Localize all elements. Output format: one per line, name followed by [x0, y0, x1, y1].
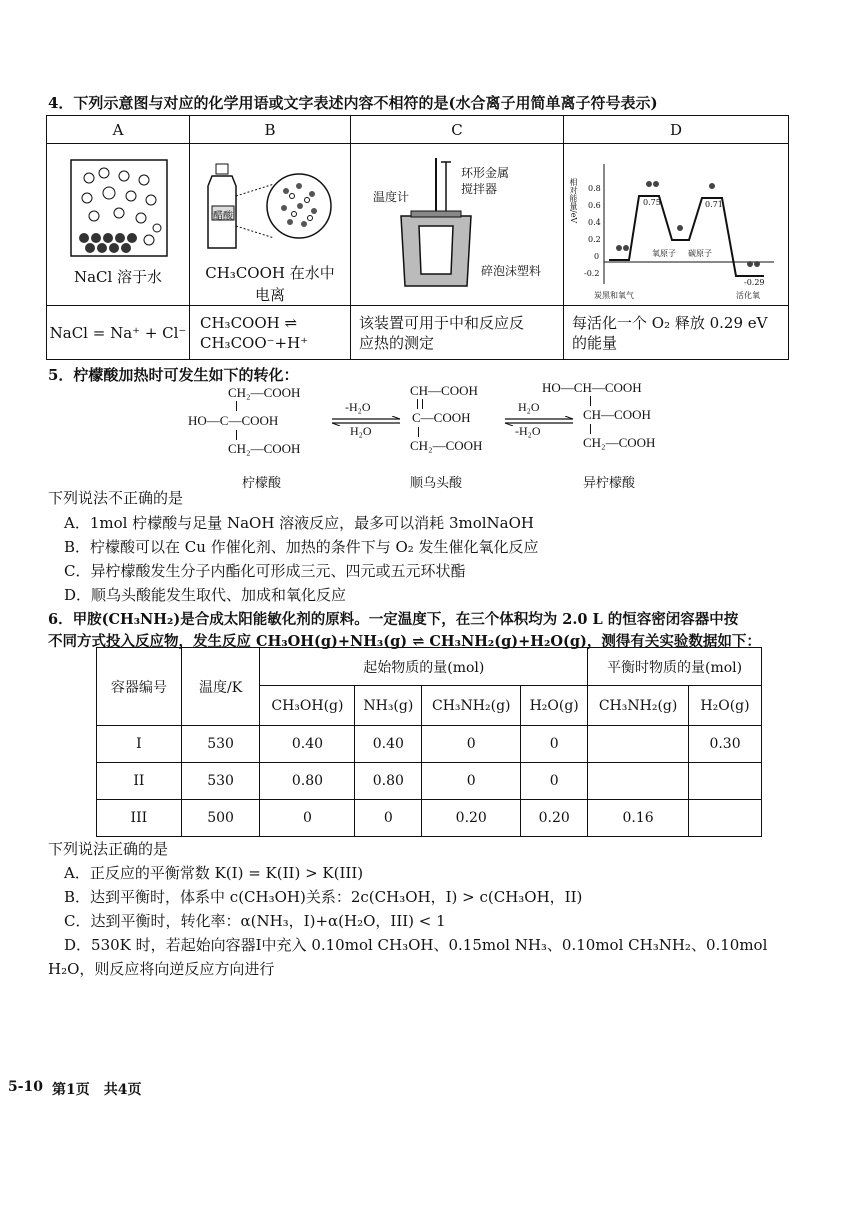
- cell-nh3: 0: [355, 800, 422, 837]
- th-initial-amount: 起始物质的量(mol): [260, 648, 588, 686]
- d-ytick-0: 0.8: [588, 184, 601, 193]
- d-legend-oxygen: 氧原子: [652, 249, 676, 258]
- cell-temp: 500: [181, 800, 260, 837]
- d-xlabel-right: 活化氧: [736, 291, 760, 300]
- cell-temp: 530: [181, 726, 260, 763]
- d-xlabel-left: 炭黑和氧气: [594, 291, 634, 300]
- cell-eq-ch3nh2: [588, 726, 689, 763]
- q4-figure-d: [564, 144, 789, 306]
- cell-h2o: 0: [521, 763, 588, 800]
- q4-text-b-1: CH₃COOH ⇌: [200, 313, 298, 332]
- cell-container: III: [97, 800, 182, 837]
- q4-text-c: [351, 306, 564, 360]
- d-ytick-4: 0: [594, 252, 600, 261]
- d-ytick-1: 0.6: [588, 201, 601, 210]
- q6-data-table: [96, 647, 762, 837]
- q4-header-b: B: [190, 116, 351, 144]
- d-value-peak-2: 0.71: [705, 200, 723, 209]
- cell-container: II: [97, 763, 182, 800]
- q4-b-caption-2: 电离: [254, 286, 285, 304]
- cell-eq-ch3nh2: 0.16: [588, 800, 689, 837]
- q6-option-d: D．530K 时，若起始向容器I中充入 0.10mol CH₃OH、0.15mol NH₃、0.10mol CH₃NH₂、0.10mol: [64, 936, 768, 954]
- d-ytick-3: 0.2: [588, 235, 601, 244]
- struct1-name: 柠檬酸: [242, 476, 282, 491]
- cell-temp: 530: [181, 763, 260, 800]
- struct3-line-3: CH₂—COOH: [583, 435, 656, 450]
- cell-container: I: [97, 726, 182, 763]
- q6-stem-1: 6．甲胺(CH₃NH₂)是合成太阳能敏化剂的原料。一定温度下，在三个体积均为 2.0 L 的恒容密闭容器中按: [48, 611, 739, 628]
- q4-figure-a: [47, 144, 190, 306]
- struct3-line-1: HO—CH—COOH: [542, 380, 642, 395]
- cell-eq-h2o: [689, 763, 762, 800]
- cell-ch3oh: 0: [260, 800, 355, 837]
- cell-ch3oh: 0.40: [260, 726, 355, 763]
- th-container: 容器编号: [97, 648, 182, 726]
- cell-nh3: 0.40: [355, 726, 422, 763]
- d-legend-carbon: 碳原子: [688, 249, 712, 258]
- arrow1-bottom-label: H₂O: [350, 424, 372, 438]
- th-equilibrium-amount: 平衡时物质的量(mol): [588, 648, 762, 686]
- q4-c-label-ring-stirrer-1: 环形金属: [461, 166, 510, 180]
- th-sub-h2o: H₂O(g): [521, 686, 588, 726]
- table-row: [97, 726, 762, 763]
- cell-h2o: 0.20: [521, 800, 588, 837]
- th-sub-eq-ch3nh2: CH₃NH₂(g): [588, 686, 689, 726]
- q4-table: [46, 115, 789, 360]
- struct1-line-1: CH₂—COOH: [228, 385, 301, 400]
- arrow2-top-label: H₂O: [518, 400, 540, 414]
- q4-figure-c: [351, 144, 564, 306]
- q5-option-b: B．柠檬酸可以在 Cu 作催化剂、加热的条件下与 O₂ 发生催化氧化反应: [64, 538, 539, 556]
- q6-prompt: 下列说法正确的是: [48, 840, 169, 858]
- q5-option-d: D．顺乌头酸能发生取代、加成和氧化反应: [64, 586, 347, 604]
- q4-b-caption-1: CH₃COOH 在水中: [205, 264, 335, 282]
- struct2-line-2: C—COOH: [412, 410, 471, 425]
- th-sub-ch3nh2: CH₃NH₂(g): [422, 686, 521, 726]
- q4-header-d: D: [564, 116, 789, 144]
- th-sub-nh3: NH₃(g): [355, 686, 422, 726]
- q5-stem: 5．柠檬酸加热时可发生如下的转化：: [48, 366, 299, 384]
- struct3-line-2: CH—COOH: [583, 407, 651, 422]
- q6-option-c: C．达到平衡时，转化率：α(NH₃，I)+α(H₂O，III) < 1: [64, 912, 446, 930]
- struct2-name: 顺乌头酸: [410, 476, 463, 491]
- q5-option-c: C．异柠檬酸发生分子内酯化可形成三元、四元或五元环状酯: [64, 562, 466, 580]
- q4-text-c-1: 该装置可用于中和反应反: [359, 313, 525, 332]
- table-row: [97, 800, 762, 837]
- q5-prompt: 下列说法不正确的是: [48, 489, 184, 507]
- cell-ch3nh2: 0.20: [422, 800, 521, 837]
- th-sub-ch3oh: CH₃OH(g): [260, 686, 355, 726]
- q6-option-b: B．达到平衡时，体系中 c(CH₃OH)关系：2c(CH₃OH，I) > c(CH₃OH，II): [64, 888, 583, 906]
- cell-ch3nh2: 0: [422, 726, 521, 763]
- q4-text-d-2: 的能量: [572, 333, 618, 352]
- q6-stem-2: 不同方式投入反应物，发生反应 CH₃OH(g)+NH₃(g) ⇌ CH₃NH₂(g)+H₂O(g)，测得有关实验数据如下：: [48, 633, 761, 650]
- q4-a-caption: NaCl 溶于水: [73, 268, 163, 286]
- q4-text-b: [190, 306, 351, 360]
- cell-ch3nh2: 0: [422, 763, 521, 800]
- q4-text-a: NaCl = Na⁺ + Cl⁻: [47, 306, 190, 360]
- arrow1-top-label: -H₂O: [345, 400, 371, 414]
- q4-text-d-1: 每活化一个 O₂ 释放 0.29 eV: [572, 313, 768, 332]
- cell-eq-ch3nh2: [588, 763, 689, 800]
- q5-option-a: A．1mol 柠檬酸与足量 NaOH 溶液反应，最多可以消耗 3molNaOH: [64, 514, 534, 532]
- cell-eq-h2o: 0.30: [689, 726, 762, 763]
- d-ytick-2: 0.4: [588, 218, 601, 227]
- struct3-name: 异柠檬酸: [583, 476, 636, 491]
- d-value-peak-1: 0.75: [643, 198, 661, 207]
- footer-page-number: 第1页 共4页: [52, 1082, 142, 1098]
- struct1-line-2: HO—C—COOH: [188, 413, 279, 428]
- arrow2-bottom-label: -H₂O: [515, 424, 541, 438]
- cell-nh3: 0.80: [355, 763, 422, 800]
- q4-text-b-2: CH₃COO⁻+H⁺: [200, 333, 309, 352]
- d-ylabel: 相对能量/eV: [569, 178, 578, 224]
- q4-text-d: [564, 306, 789, 360]
- th-temperature: 温度/K: [181, 648, 260, 726]
- struct2-line-3: CH₂—COOH: [410, 438, 483, 453]
- q4-figure-b: [190, 144, 351, 306]
- q6-option-a: A．正反应的平衡常数 K(I) = K(II) > K(III): [64, 864, 364, 882]
- struct2-line-1: CH—COOH: [410, 383, 478, 398]
- cell-eq-h2o: [689, 800, 762, 837]
- q4-header-c: C: [351, 116, 564, 144]
- q4-c-label-thermometer: 温度计: [373, 190, 410, 204]
- q4-b-bottle-label: 醋酸: [213, 211, 233, 222]
- q6-option-d-cont: H₂O，则反应将向逆反应方向进行: [48, 960, 275, 978]
- q4-text-c-2: 应热的测定: [359, 333, 435, 352]
- d-value-end: -0.29: [744, 278, 765, 287]
- struct1-line-3: CH₂—COOH: [228, 441, 301, 456]
- th-sub-eq-h2o: H₂O(g): [689, 686, 762, 726]
- cell-h2o: 0: [521, 726, 588, 763]
- cell-ch3oh: 0.80: [260, 763, 355, 800]
- table-row: [97, 763, 762, 800]
- acetic-acid-bottle-diagram: [204, 156, 334, 256]
- q4-header-a: A: [47, 116, 190, 144]
- footer-code: 5-10: [8, 1079, 44, 1095]
- q4-stem: 4．下列示意图与对应的化学用语或文字表述内容不相符的是(水合离子用简单离子符号表示): [48, 94, 658, 112]
- nacl-dissolution-diagram: [69, 158, 169, 258]
- q4-c-label-foam: 碎泡沫塑料: [481, 264, 542, 278]
- d-ytick-5: -0.2: [584, 269, 600, 278]
- q4-c-label-ring-stirrer-2: 搅拌器: [461, 182, 498, 196]
